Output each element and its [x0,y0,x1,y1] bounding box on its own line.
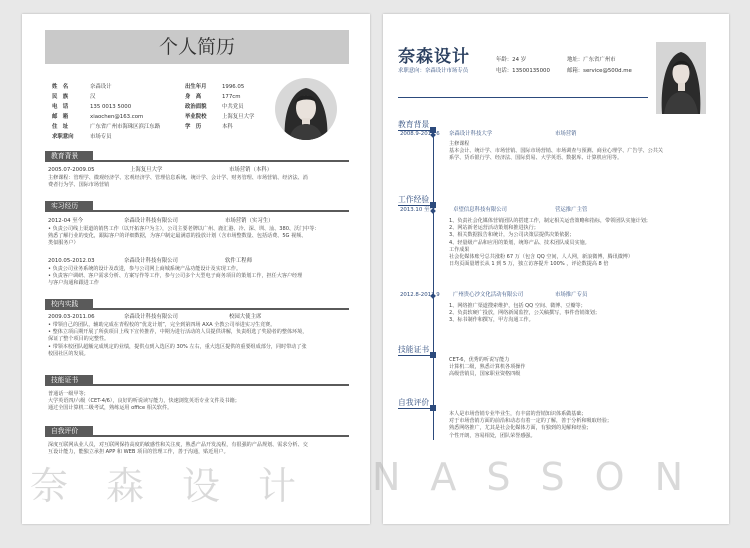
section-education-title: 教育背景 [45,151,93,162]
self-line: 本人是市场营销专业毕业生，有丰富的营销知识体系做基础； [449,411,587,417]
intern1-company: 奈森设计科技有限公司 [124,218,178,224]
info-value-height: 177cm [222,94,241,100]
watermark-chinese: 奈森设计 [30,464,335,508]
info-label-phone: 电 话 [52,104,69,110]
section-internship-title: 实习经历 [45,201,93,212]
section-education [45,151,349,162]
campus-line: 保证了整个项目的完整性。 [48,336,110,343]
self-line: 个性开朗，容易相处，团队荣誉感强。 [449,432,536,439]
section-underline [398,408,433,409]
section-self-evaluation [45,426,349,437]
info-value-degree: 本科 [222,124,233,130]
work1-company: 卓望信息科技有限公司 [453,207,507,213]
intern2-line: • 负责客户调研、客户需求分析、方案写作等工作，参与公司多个大型电子商务项目的策划工作，担任大客户经理 [48,273,303,280]
candidate-name: 奈森设计 [398,47,470,67]
work1-line: 3、相关数据报告和统计，为公司决策层提供决策依据； [449,232,575,239]
intern2-company: 奈森设计科技有限公司 [124,258,178,264]
self-text [449,411,612,440]
self-line: 互设计能力，能独立承担 APP 和 WEB 项目的管理工作，善于沟通，贴近用户。 [48,449,229,456]
intern1-line: • 负责公司线上渠道的销售工作（以开拓客户为主），公司主要老牌以广州、鹿汇港、冷、深、圳、汕、380、沃门中等： [48,226,320,232]
edu-school: 奈森设计科技大学 [449,131,493,137]
edu-major: 市场营销 [555,131,577,137]
info-label-name: 姓 名 [52,84,69,90]
info-label-birth: 出生年月 [185,84,207,90]
resume-page-2 [383,14,729,524]
campus-line: • 带领本校团队超额完成规定的业绩，提供点到入选区的 30% 左右，重大选区提供的重要组成部分，同时带动了张 [48,343,307,350]
edu-courses [48,175,308,189]
section-marker [430,352,436,358]
campus-line: 校园社区的发展。 [48,350,89,357]
cert-line: 普通话一级甲等； [48,391,89,397]
cert-line: 通过全国计算机二级考试，熟练运用 office 相关软件。 [48,405,173,412]
work2-company: 广州贵心沙文化活动有限公司 [453,292,524,298]
info-value-phone: 135 0013 5000 [90,104,132,110]
edu-line: 系学、货币银行学、经济法、国际贸易、大学英语、数据库、计算机应用等。 [449,155,623,162]
self-line: 深度互联网从业人员，对互联网保持高度的敏感性和关注度，熟悉产品开发流程，有很强的产品规划、需求分析、交 [48,442,308,448]
intern1-line: 熟悉了解行业的变化，跟踪客户的详细数据，为客户制定最满意的投放计划（含市场整数量、包括话费、5G 视频、 [48,233,307,240]
work1-date: 2013.10 至今 [400,207,435,213]
work2-text [449,303,600,325]
campus-line: • 整体立项后期开展了所获项目上线下宣传推荐，中期为进行活动的人员提供讲解，负责组选了奖励者的整体环境， [48,329,308,336]
address: 地址：广东省广州市 [567,57,616,63]
section-self-evaluation-title: 自我评价 [45,426,93,437]
timeline-line [433,132,434,440]
phone: 电话：13500135000 [496,68,550,74]
info-value-school: 上海复旦大学 [222,114,255,120]
edu-major: 市场营销（本科） [229,167,273,173]
self-line: 对于市场营销方面的前沿和动态有着一定的了解，善于分析和吸取经验； [449,418,613,425]
cert-line: CET-6，优秀的听说写能力 [449,357,510,363]
work2-line: 1、网络推广渠道搜索维护，包括 QQ 空间、微博、豆瓣等； [449,303,586,309]
intern1-date: 2012-04 至今 [48,218,84,224]
section-underline [398,205,433,206]
resume-title: 个人简历 [45,30,349,64]
intern1-line: 类似服务户） [48,240,79,247]
section-certificates-title: 技能证书 [45,375,93,386]
work1-line: 社会化媒体账号总共涨粉 67 万（包含 QQ 空间，人人网，新浪微博，腾讯微博） [449,254,633,261]
intern2-role: 软件工程师 [225,258,252,264]
self-line: 熟悉网络推广，尤其是社会化媒体方面，有独到的见解和经验； [449,425,592,432]
watermark-latin: NASSON [372,455,713,499]
section-self-title: 自我评价 [398,398,430,407]
edu-courses [449,141,663,163]
intern2-line: • 负责公司业务系统的设计及改进，参与公司网上商城系统产品功能设计及实现工作。 [48,266,242,272]
work2-role: 市场推广专员 [555,292,588,298]
info-label-address: 住 址 [52,124,69,130]
edu-courses-line: 主修课程：管理学、微观经济学、宏观经济学、管理信息系统、统计学、会计学、财务管理、市场营销、经济法、消 [48,175,308,181]
section-campus-title: 校内实践 [45,299,93,310]
section-underline [398,355,433,356]
age: 年龄：24 岁 [496,57,527,63]
info-value-intent: 市场专员 [90,134,112,140]
work1-line: 工作成果 [449,246,470,253]
campus-date: 2009.03-2011.06 [48,314,95,320]
info-value-birth: 1996.05 [222,84,245,90]
edu-date: 2005.07-2009.05 [48,167,95,173]
info-label-degree: 学 历 [185,124,202,130]
edu-line: 基本会计、统计学、市场营销、国际市场营销、市场调查与预测、商业心理学、广告学、公共关 [449,148,663,155]
section-work-title: 工作经验 [398,195,430,204]
info-value-politics: 中共党员 [222,104,244,110]
work1-line: 4、轻量级产品和应用的策划，统筹产品、技术团队成员实施。 [449,239,590,246]
email: 邮箱：service@500d.me [567,68,632,74]
job-intent: 求职意向：奈森设计市场专员 [398,68,469,74]
portrait-photo [656,42,706,114]
work1-role: 营运推广主管 [555,207,588,213]
campus-text [48,322,307,358]
work1-line: 1、负责社会化媒体营销团队的搭建工作，制定相关运营策略和指标，带领团队实施计划； [449,218,651,224]
cert-line: 大学英语四/六级（CET-4/6），良好的听说读写能力，快速浏览英语专业文件及书籍； [48,398,240,405]
section-campus [45,299,349,310]
info-label-intent: 求职意向 [52,134,74,140]
header-divider [398,97,648,98]
edu-line: 主修课程 [449,141,470,147]
resume-page-1 [22,14,370,524]
cert-line: 计算机二级，熟悉计算机各项操作 [449,364,526,371]
campus-line: • 带领自己的团队，辅助完成在青程校的“优龙计划”，完全到第四场 AXA 全教公司举进实习生竞赛。 [48,322,276,328]
info-value-email: xiaochen@163.com [90,114,144,120]
edu-school: 上海复旦大学 [130,167,163,173]
info-value-name: 奈森设计 [90,84,112,90]
info-value-ethnic: 汉 [90,94,96,100]
campus-company: 奈森设计科技有限公司 [124,314,178,320]
info-label-politics: 政治面貌 [185,104,207,110]
work1-line: 日均页面量增长从 1 到 5 万，独立访客提升 100% ，评论数提高 8 倍 [449,261,609,268]
work2-line: 3、标书制作和撰写，甲方沟通工作。 [449,317,534,324]
cert-line: 高级营销员，国家职业资格四级 [449,371,521,378]
work1-text [449,218,651,268]
section-certificates [45,375,349,386]
section-marker [430,405,436,411]
edu-courses-line: 费者行为学、国际市场营销 [48,182,110,189]
cert-text [449,357,525,379]
section-internship [45,201,349,212]
info-label-school: 毕业院校 [185,114,207,120]
cert-text [48,391,240,413]
section-cert-title: 技能证书 [398,345,430,354]
intern2-text [48,266,302,288]
info-value-address: 广东省广州市海珠区滨江东路 [90,124,161,130]
info-label-ethnic: 民 族 [52,94,69,100]
edu-date: 2008.9-2012.6 [400,131,440,137]
work2-line: 2、负责软硬广投放，网络新闻监控，公关稿撰写，事件营销策划； [449,310,600,317]
info-label-email: 邮 箱 [52,114,69,120]
work2-date: 2012.8-2013.9 [400,292,440,298]
info-label-height: 身 高 [185,94,202,100]
intern2-date: 2010.05-2012.03 [48,258,95,264]
campus-role: 校园大使主席 [229,314,262,320]
intern2-line: 与客户沟通和跟进工作 [48,280,99,287]
work1-line: 2、网站新老运营活动策划和推进执行； [449,225,539,232]
intern1-text [48,226,320,248]
avatar-photo [275,78,337,140]
intern1-role: 市场营销（实习生） [225,218,274,224]
section-education-title: 教育背景 [398,120,430,129]
